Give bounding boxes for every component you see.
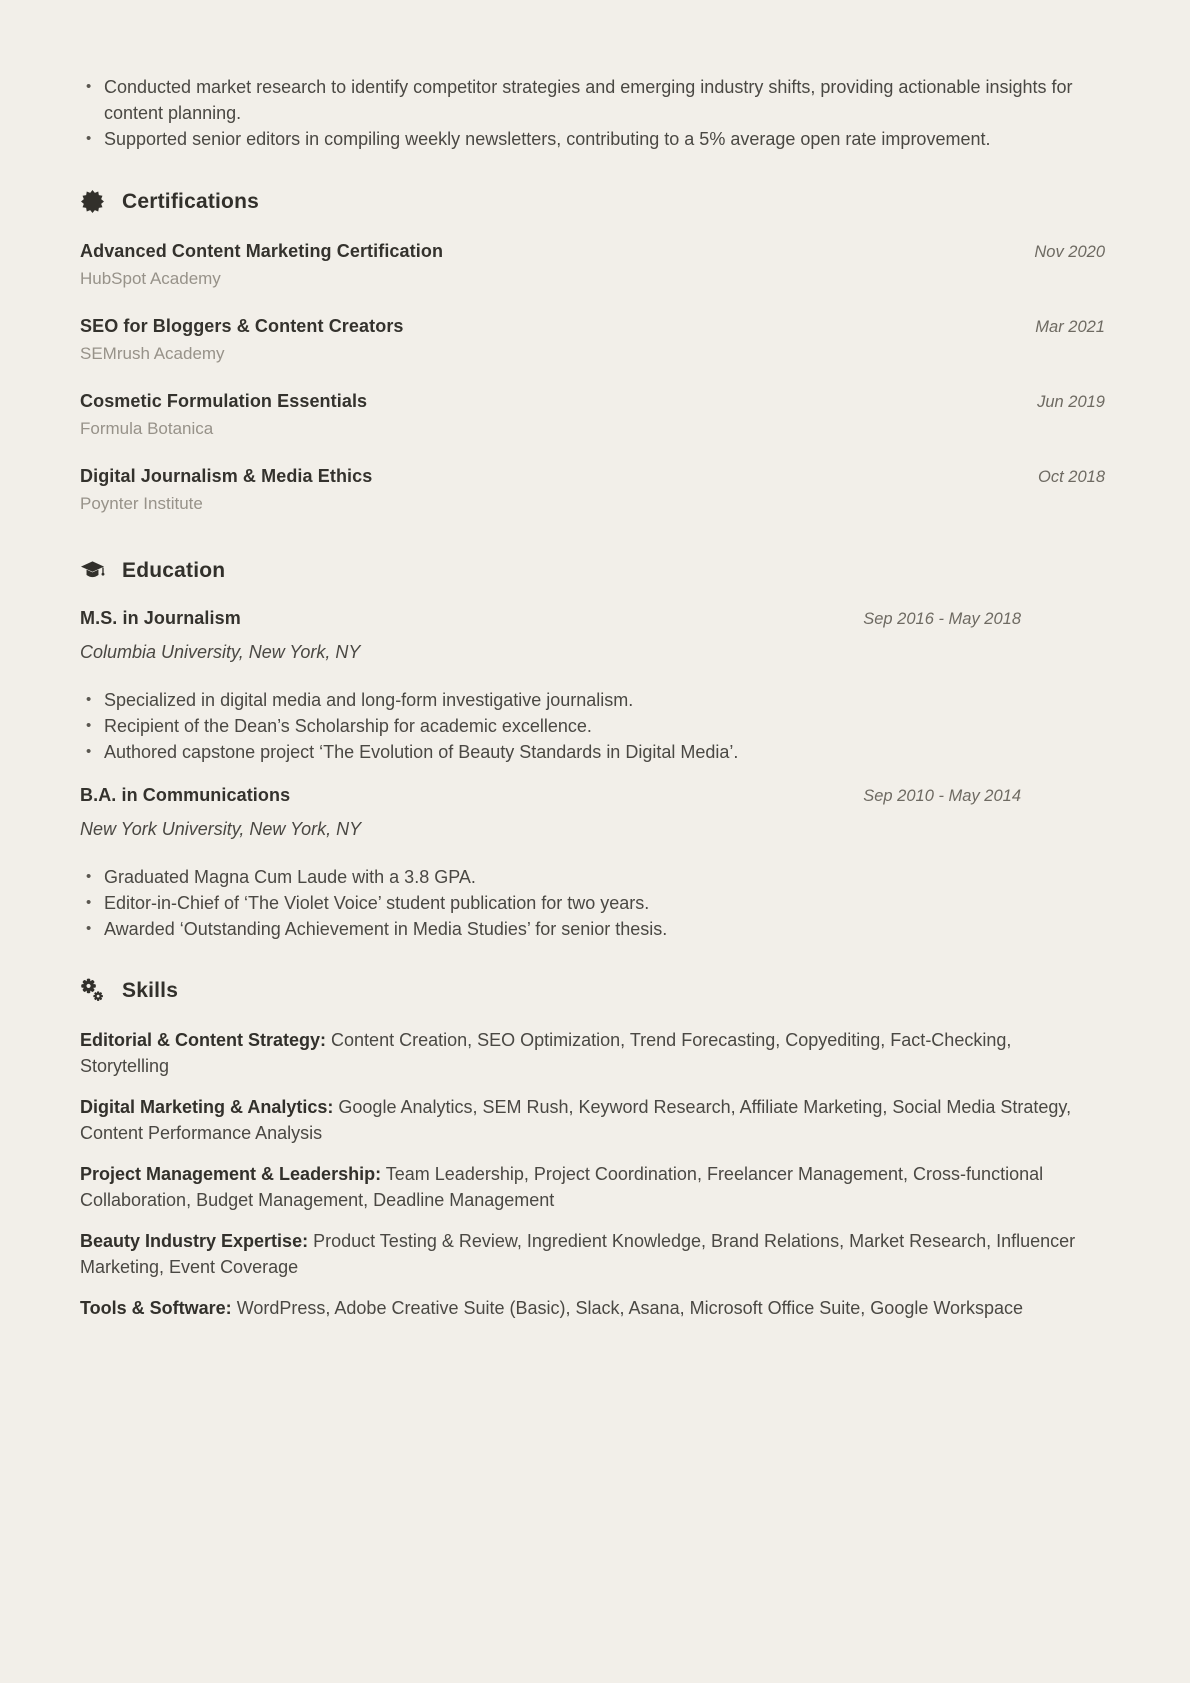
bullet-item: • Supported senior editors in compiling weekly newsletters, contributing to a 5% average open rate improvement.	[80, 126, 1105, 152]
bullet-item: • Graduated Magna Cum Laude with a 3.8 GPA.	[80, 864, 1105, 890]
certification-issuer: HubSpot Academy	[80, 269, 221, 288]
bullet-item: • Editor-in-Chief of ‘The Violet Voice’ student publication for two years.	[80, 890, 1105, 916]
skills-section	[80, 978, 1105, 1321]
education-dates: Sep 2016 - May 2018	[863, 610, 1021, 628]
skill-category: Project Management & Leadership:	[80, 1164, 382, 1184]
graduation-cap-icon	[80, 558, 105, 583]
skill-group	[80, 1228, 1105, 1280]
certification-title: Cosmetic Formulation Essentials	[80, 391, 368, 411]
spacer	[80, 942, 1105, 978]
education-bullets	[80, 864, 1105, 942]
bullet-item: • Awarded ‘Outstanding Achievement in Media Studies’ for senior thesis.	[80, 916, 1105, 942]
education-item	[80, 608, 1105, 765]
skill-details: Content Creation, SEO Optimization, Trend Forecasting, Copyediting, Fact-Checking, Storytelling	[80, 1030, 1012, 1076]
bullet-item: • Conducted market research to identify competitor strategies and emerging industry shifts, providing actionable insights for content planning.	[80, 74, 1105, 126]
bullet-item: • Authored capstone project ‘The Evolution of Beauty Standards in Digital Media’.	[80, 739, 1105, 765]
certification-date: Oct 2018	[1038, 468, 1105, 486]
skill-category: Beauty Industry Expertise:	[80, 1231, 309, 1251]
degree-title: M.S. in Journalism	[80, 608, 241, 628]
certification-date: Nov 2020	[1034, 243, 1105, 261]
education-heading	[80, 558, 1105, 583]
education-section	[80, 558, 1105, 942]
school-name: Columbia University, New York, NY	[80, 642, 361, 662]
certifications-section	[80, 189, 1105, 514]
skills-heading	[80, 978, 1105, 1003]
skill-group	[80, 1295, 1105, 1321]
section-title: Certifications	[122, 189, 259, 213]
skill-details: Team Leadership, Project Coordination, Freelancer Management, Cross-functional Collaboration, Budget Management, Deadline Management	[80, 1164, 1044, 1210]
bullet-item: • Specialized in digital media and long-form investigative journalism.	[80, 687, 1105, 713]
certification-issuer: Poynter Institute	[80, 494, 203, 513]
bullet-item: • Recipient of the Dean’s Scholarship for academic excellence.	[80, 713, 1105, 739]
skill-category: Digital Marketing & Analytics:	[80, 1097, 334, 1117]
skill-category: Tools & Software:	[80, 1298, 232, 1318]
certification-issuer: Formula Botanica	[80, 419, 214, 438]
experience-tail-bullets	[80, 74, 1105, 152]
spacer	[80, 152, 1105, 189]
skill-group	[80, 1027, 1105, 1079]
section-title: Education	[122, 558, 226, 582]
spacer	[80, 514, 1105, 558]
education-bullets	[80, 687, 1105, 765]
skill-group	[80, 1161, 1105, 1213]
certification-title: SEO for Bloggers & Content Creators	[80, 316, 404, 336]
skill-group	[80, 1094, 1105, 1146]
certifications-heading	[80, 189, 1105, 214]
skill-category: Editorial & Content Strategy:	[80, 1030, 327, 1050]
skill-details: WordPress, Adobe Creative Suite (Basic), Slack, Asana, Microsoft Office Suite, Google Workspace	[236, 1298, 1024, 1318]
certification-title: Digital Journalism & Media Ethics	[80, 466, 373, 486]
certification-item	[80, 241, 1105, 289]
certification-item	[80, 316, 1105, 364]
gears-icon	[80, 978, 105, 1003]
certification-issuer: SEMrush Academy	[80, 344, 225, 363]
certification-date: Jun 2019	[1037, 393, 1105, 411]
education-item	[80, 785, 1105, 942]
section-title: Skills	[122, 978, 179, 1002]
certification-item	[80, 391, 1105, 439]
skill-details: Product Testing & Review, Ingredient Knowledge, Brand Relations, Market Research, Influencer Marketing, Event Coverage	[80, 1231, 1076, 1277]
certification-item	[80, 466, 1105, 514]
skill-details: Google Analytics, SEM Rush, Keyword Research, Affiliate Marketing, Social Media Strategy, Content Performance Analysis	[80, 1097, 1072, 1143]
certification-title: Advanced Content Marketing Certification	[80, 241, 444, 261]
degree-title: B.A. in Communications	[80, 785, 291, 805]
education-dates: Sep 2010 - May 2014	[863, 787, 1021, 805]
seal-icon	[80, 189, 105, 214]
school-name: New York University, New York, NY	[80, 819, 362, 839]
certification-date: Mar 2021	[1035, 318, 1105, 336]
